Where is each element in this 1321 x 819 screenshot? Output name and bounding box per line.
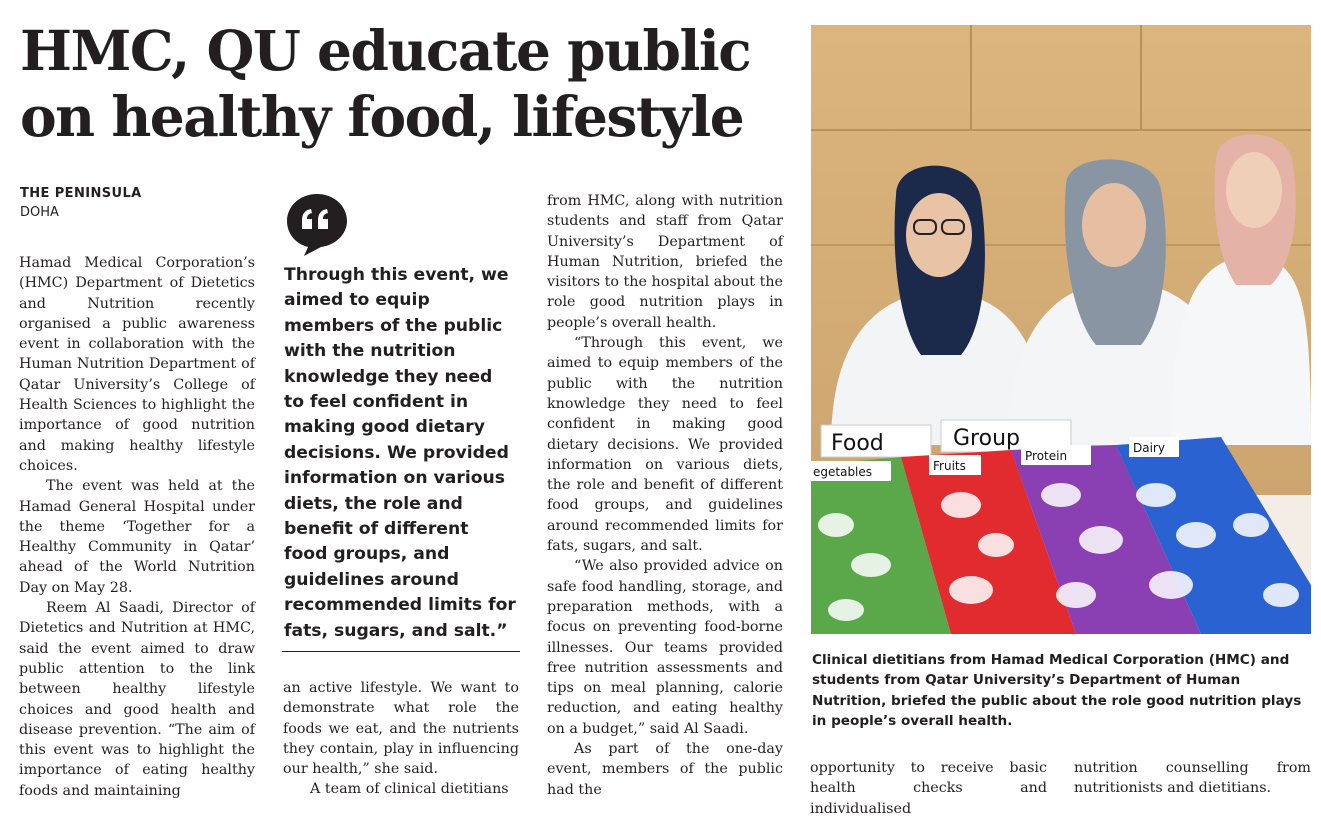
byline [20, 184, 142, 222]
article-paragraph: Reem Al Saadi, Director of Dietetics and Nutrition at HMC, said the event aimed to draw public attention to the link between healthy lifestyle choices and good health and disease prevention. “The aim of this event was to highlight the importance of eating healthy foods and maintaining [19, 600, 255, 799]
article-paragraph: nutrition counselling from nutritionists and dietitians. [1074, 760, 1311, 797]
board-label-fruits: Fruits [933, 459, 966, 473]
article-paragraph: Hamad Medical Corporation’s (HMC) Department of Dietetics and Nutrition recently organised a public awareness event in collaboration with the Human Nutrition Department of Qatar University’s College of Health Sciences to highlight the importance of good nutrition and making healthy lifestyle choices. [19, 255, 255, 474]
pull-quote-divider [282, 651, 520, 652]
article-column-4 [810, 758, 1047, 819]
byline-source: THE PENINSULA [20, 186, 142, 201]
article-paragraph: an active lifestyle. We want to demonstrate what role the foods we eat, and the nutrients they contain, play in influencing our health,” she said. [283, 680, 519, 778]
byline-location: DOHA [20, 205, 59, 220]
article-paragraph: opportunity to receive basic health checks and individualised [810, 760, 1047, 817]
board-title-food: Food [831, 431, 884, 456]
article-paragraph: “We also provided advice on safe food handling, storage, and preparation methods, with a focus on preventing food-borne illnesses. Our teams provided free nutrition assessments and tips on meal planning, calorie reduction, and eating healthy on a budget,” said Al Saadi. [547, 558, 783, 737]
board-label-vegetables: egetables [813, 465, 873, 479]
article-column-1 [19, 253, 255, 801]
pull-quote: Through this event, we aimed to equip members of the public with the nutrition knowledge they need to feel confident in making good dietary decisions. We provided information on various diets, the role and benefit of different food groups, and guidelines around recommended limits for fats, sugars, and salt.” [284, 265, 516, 641]
quote-icon [285, 192, 349, 256]
photo-caption: Clinical dietitians from Hamad Medical Corporation (HMC) and students from Qatar University’s Department of Human Nutrition, briefed the public about the role good nutrition plays in people’s overall health. [812, 652, 1302, 729]
article-column-2 [283, 678, 519, 800]
board-label-protein: Protein [1025, 449, 1068, 463]
headline: HMC, QU educate public on healthy food, lifestyle [20, 18, 751, 149]
article-paragraph: “Through this event, we aimed to equip members of the public with the nutrition knowledge they need to feel confident in making good dietary decisions. We provided information on various diets, the role and benefit of different food groups, and guidelines around recommended limits for fats, sugars, and salt. [547, 335, 783, 555]
news-photo [811, 25, 1311, 634]
article-paragraph: As part of the one-day event, members of the public had the [547, 741, 783, 798]
article-paragraph: from HMC, along with nutrition students and staff from Qatar University’s Department of Human Nutrition, briefed the visitors to the hospital about the role good nutrition plays in people’s overall health. [547, 193, 783, 331]
article-paragraph: The event was held at the Hamad General Hospital under the theme ‘Together for a Healthy Community in Qatar’ ahead of the World Nutrition Day on May 28. [19, 478, 255, 596]
article-column-5 [1074, 758, 1311, 799]
board-title-group: Group [953, 426, 1020, 451]
article-paragraph: A team of clinical dietitians [310, 781, 509, 798]
board-label-dairy: Dairy [1133, 441, 1165, 455]
article-column-3 [547, 191, 783, 800]
